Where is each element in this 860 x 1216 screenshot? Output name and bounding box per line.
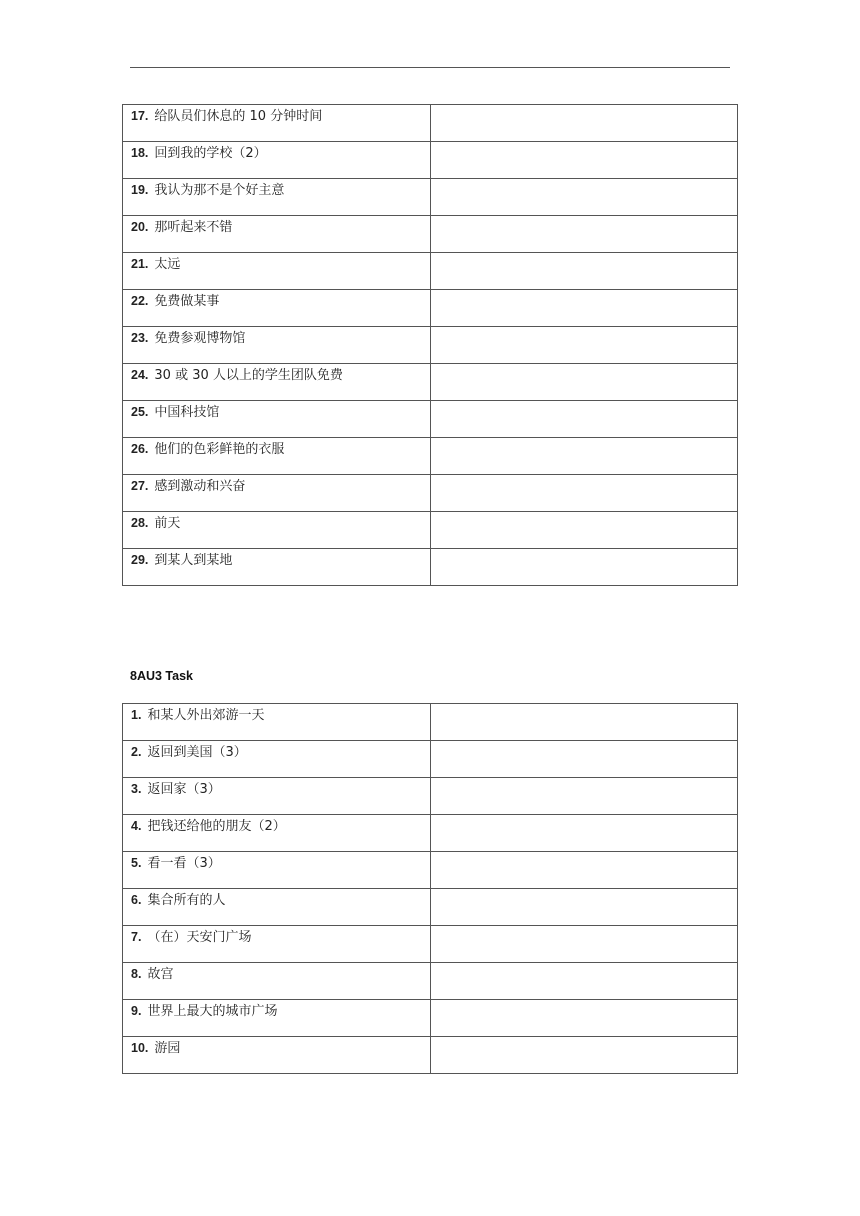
chinese-phrase: 返回到美国（3） (147, 745, 247, 760)
answer-cell[interactable] (431, 327, 738, 364)
prompt-cell (123, 105, 431, 142)
table-row (123, 926, 738, 963)
item-number: 3. (131, 782, 142, 796)
phrase-table-part-one (122, 104, 738, 586)
prompt-cell (123, 963, 431, 1000)
chinese-phrase: 30 或 30 人以上的学生团队免费 (154, 368, 343, 383)
item-number: 5. (131, 856, 142, 870)
item-number: 28. (131, 516, 149, 530)
table-row (123, 253, 738, 290)
section-title: 8AU3 Task (130, 669, 193, 683)
table-row (123, 364, 738, 401)
chinese-phrase: 集合所有的人 (147, 893, 226, 908)
prompt-cell (123, 1037, 431, 1074)
answer-cell[interactable] (431, 142, 738, 179)
table-row (123, 704, 738, 741)
item-number: 22. (131, 294, 149, 308)
item-number: 7. (131, 930, 142, 944)
prompt-cell (123, 216, 431, 253)
chinese-phrase: 看一看（3） (147, 856, 221, 871)
table-row (123, 778, 738, 815)
chinese-phrase: 返回家（3） (147, 782, 221, 797)
prompt-cell (123, 815, 431, 852)
item-number: 4. (131, 819, 142, 833)
prompt-cell (123, 778, 431, 815)
answer-cell[interactable] (431, 364, 738, 401)
prompt-cell (123, 475, 431, 512)
prompt-cell (123, 852, 431, 889)
item-number: 10. (131, 1041, 149, 1055)
table-row (123, 1000, 738, 1037)
answer-cell[interactable] (431, 105, 738, 142)
answer-cell[interactable] (431, 401, 738, 438)
table-row (123, 741, 738, 778)
answer-cell[interactable] (431, 704, 738, 741)
item-number: 27. (131, 479, 149, 493)
answer-cell[interactable] (431, 549, 738, 586)
chinese-phrase: 把钱还给他的朋友（2） (147, 819, 286, 834)
chinese-phrase: 感到激动和兴奋 (154, 479, 246, 494)
prompt-cell (123, 741, 431, 778)
table-row (123, 290, 738, 327)
prompt-cell (123, 512, 431, 549)
prompt-cell (123, 438, 431, 475)
chinese-phrase: 到某人到某地 (154, 553, 233, 568)
answer-cell[interactable] (431, 475, 738, 512)
chinese-phrase: 免费参观博物馆 (154, 331, 246, 346)
item-number: 8. (131, 967, 142, 981)
answer-cell[interactable] (431, 778, 738, 815)
table-row (123, 105, 738, 142)
prompt-cell (123, 290, 431, 327)
answer-cell[interactable] (431, 889, 738, 926)
item-number: 6. (131, 893, 142, 907)
item-number: 17. (131, 109, 149, 123)
item-number: 1. (131, 708, 142, 722)
answer-cell[interactable] (431, 438, 738, 475)
answer-cell[interactable] (431, 216, 738, 253)
chinese-phrase: 中国科技馆 (154, 405, 220, 420)
chinese-phrase: 和某人外出郊游一天 (147, 708, 265, 723)
header-rule (130, 67, 730, 68)
answer-cell[interactable] (431, 1000, 738, 1037)
item-number: 9. (131, 1004, 142, 1018)
table-row (123, 438, 738, 475)
table-row (123, 815, 738, 852)
chinese-phrase: 世界上最大的城市广场 (147, 1004, 278, 1019)
chinese-phrase: 回到我的学校（2） (154, 146, 267, 161)
chinese-phrase: 游园 (154, 1041, 181, 1056)
prompt-cell (123, 401, 431, 438)
answer-cell[interactable] (431, 852, 738, 889)
answer-cell[interactable] (431, 290, 738, 327)
chinese-phrase: 太远 (154, 257, 181, 272)
chinese-phrase: 免费做某事 (154, 294, 220, 309)
prompt-cell (123, 1000, 431, 1037)
answer-cell[interactable] (431, 963, 738, 1000)
prompt-cell (123, 704, 431, 741)
prompt-cell (123, 179, 431, 216)
prompt-cell (123, 253, 431, 290)
table-row (123, 327, 738, 364)
prompt-cell (123, 889, 431, 926)
item-number: 26. (131, 442, 149, 456)
item-number: 19. (131, 183, 149, 197)
table-row (123, 889, 738, 926)
prompt-cell (123, 926, 431, 963)
chinese-phrase: 他们的色彩鲜艳的衣服 (154, 442, 285, 457)
chinese-phrase: 给队员们休息的 10 分钟时间 (154, 109, 323, 124)
answer-cell[interactable] (431, 179, 738, 216)
answer-cell[interactable] (431, 815, 738, 852)
table-row (123, 549, 738, 586)
prompt-cell (123, 549, 431, 586)
item-number: 21. (131, 257, 149, 271)
item-number: 25. (131, 405, 149, 419)
item-number: 18. (131, 146, 149, 160)
chinese-phrase: 前天 (154, 516, 181, 531)
answer-cell[interactable] (431, 512, 738, 549)
item-number: 23. (131, 331, 149, 345)
chinese-phrase: 故宫 (147, 967, 174, 982)
prompt-cell (123, 142, 431, 179)
item-number: 24. (131, 368, 149, 382)
prompt-cell (123, 327, 431, 364)
table-row (123, 179, 738, 216)
chinese-phrase: 我认为那不是个好主意 (154, 183, 285, 198)
prompt-cell (123, 364, 431, 401)
item-number: 29. (131, 553, 149, 567)
chinese-phrase: 那听起来不错 (154, 220, 233, 235)
table-row (123, 401, 738, 438)
answer-cell[interactable] (431, 926, 738, 963)
table-row (123, 512, 738, 549)
answer-cell[interactable] (431, 741, 738, 778)
table-row (123, 963, 738, 1000)
chinese-phrase: （在）天安门广场 (147, 930, 252, 945)
table-row (123, 216, 738, 253)
phrase-table-8au3-task (122, 703, 738, 1074)
item-number: 2. (131, 745, 142, 759)
table-row (123, 1037, 738, 1074)
answer-cell[interactable] (431, 1037, 738, 1074)
table-row (123, 142, 738, 179)
table-row (123, 475, 738, 512)
table-row (123, 852, 738, 889)
answer-cell[interactable] (431, 253, 738, 290)
item-number: 20. (131, 220, 149, 234)
